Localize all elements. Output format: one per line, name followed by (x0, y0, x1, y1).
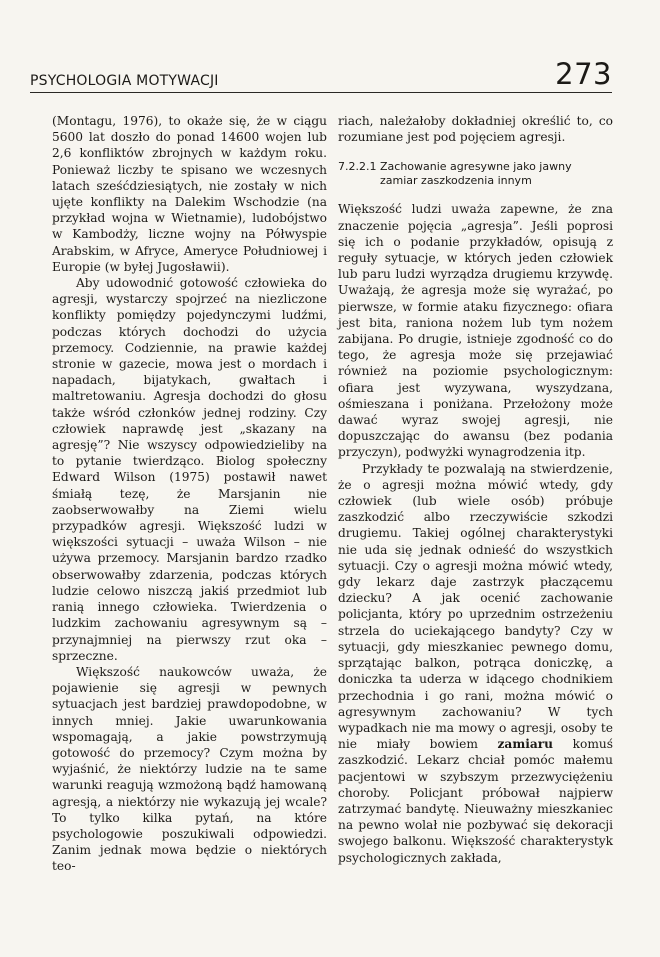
paragraph (338, 461, 613, 866)
paragraph: Większość naukowców uważa, że pojawienie się agresji w pewnych sytuacjach jest bardziej prawdopodobne, w innych mniej. Jakie uwarunkowania wspomagają, a jakie powstrzymują gotowość do przemocy? Czym można by wyjaśnić, że niektórzy ludzie na te same warunki reagują wzmożoną bądź hamowaną agresją, a niektórzy nie wykazują jej wcale? To tylko kilka pytań, na które psychologowie poszukiwali odpowiedzi. Zanim jednak mowa będzie o niektórych teo- (52, 664, 327, 874)
paragraph: riach, należałoby dokładniej określić to, co rozumiane jest pod pojęciem agresji. (338, 114, 613, 145)
paragraph-text: Przykłady te pozwalają na stwierdzenie, że o agresji można mówić wtedy, gdy człowiek (lub wiele osób) próbuje zaszkodzić albo rzeczywiście szkodzi drugiemu. Takiej ogólnej charakterystyki nie uda się jednak odnieść do wszystkich sytuacji. Czy o agresji można mówić wtedy, gdy lekarz daje zastrzyk płaczącemu dziecku? A jak ocenić zachowanie policjanta, który po uprzednim ostrzeżeniu strzela do uciekającego bandyty? Czy w sytuacji, gdy mieszkaniec pewnego domu, sprzątając balkon, potrąca doniczkę, a doniczka ta uderza w idącego chodnikiem przechodnia i go rani, można mówić o agresywnym zachowaniu? W tych wypadkach nie ma mowy o agresji, osoby te nie miały bowiem (338, 461, 613, 752)
subsection-number: 7.2.2.1 (338, 160, 377, 174)
right-column (338, 113, 613, 866)
paragraph-text: komuś zaszkodzić. Lekarz chciał pomóc małemu pacjentowi w szybszym przezwyciężeniu choroby. Policjant próbował najpierw zatrzymać bandytę. Nieuważny mieszkaniec na pewno wolał nie pozbywać się dekoracji swojego balkonu. Większość charakterystyk psychologicznych zakłada, (338, 737, 613, 865)
page-number: 273 (555, 57, 612, 91)
subsection-title-line2: zamiar zaszkodzenia innym (380, 174, 532, 188)
page-header (30, 57, 612, 93)
subsection-title-line1: Zachowanie agresywne jako jawny (380, 160, 572, 174)
running-head: PSYCHOLOGIA MOTYWACJI (30, 73, 219, 89)
paragraph: (Montagu, 1976), to okaże się, że w ciągu 5600 lat doszło do ponad 14600 wojen lub 2,6 konfliktów zbrojnych w każdym roku. Ponieważ liczby te spisano we wczesnych latach sześćdziesiątych, nie zostały w nich ujęte konflikty na Dalekim Wschodzie (na przykład wojna w Wietnamie), ludobójstwo w Kambodży, liczne wojny na Półwyspie Arabskim, w Afryce, Ameryce Południowej i Europie (w byłej Jugosławii). (52, 114, 327, 274)
left-column (52, 113, 327, 875)
paragraph: Większość ludzi uważa zapewne, że zna znaczenie pojęcia „agresja”. Jeśli poprosi się ich o podanie przykładów, opisują z reguły sytuacje, w których jeden człowiek lub paru ludzi wyrządza drugiemu krzywdę. Uważają, że agresja może się wyrażać, po pierwsze, w formie ataku fizycznego: ofiara jest bita, raniona nożem lub tym nożem zabijana. Po drugie, istnieje zgodność co do tego, że agresja może się przejawiać również na poziomie psychologicznym: ofiara jest wyzywana, wyszydzana, ośmieszana i poniżana. Przełożony może dawać wyraz swojej agresji, nie dopuszczając do awansu (bez podania przyczyn), podwyżki wynagrodzenia itp. (338, 202, 613, 460)
emphasis-word: zamiaru (497, 737, 554, 752)
subsection-heading (338, 160, 613, 188)
paragraph: Aby udowodnić gotowość człowieka do agresji, wystarczy spojrzeć na niezliczone konflikty pomiędzy pojedynczymi ludźmi, podczas których dochodzi do użycia przemocy. Codziennie, na prawie każdej stronie w gazecie, mowa jest o mordach i napadach, bijatykach, gwałtach i maltretowaniu. Agresja dochodzi do głosu także wśród członków jednej rodziny. Czy człowiek naprawdę jest „skazany na agresję”? Nie wszyscy odpowiedzieliby na to pytanie twierdząco. Biolog społeczny Edward Wilson (1975) postawił nawet śmiałą tezę, że Marsjanin nie zaobserwowałby na Ziemi wielu przypadków agresji. Większość ludzi w większości sytuacji – uważa Wilson – nie używa przemocy. Marsjanin bardzo rzadko obserwowałby zdarzenia, podczas których ludzie celowo niszczą jakiś przedmiot lub ranią innego człowieka. Twierdzenia o ludzkim zachowaniu agresywnym są – przynajmniej na pierwszy rzut oka – sprzeczne. (52, 276, 327, 663)
